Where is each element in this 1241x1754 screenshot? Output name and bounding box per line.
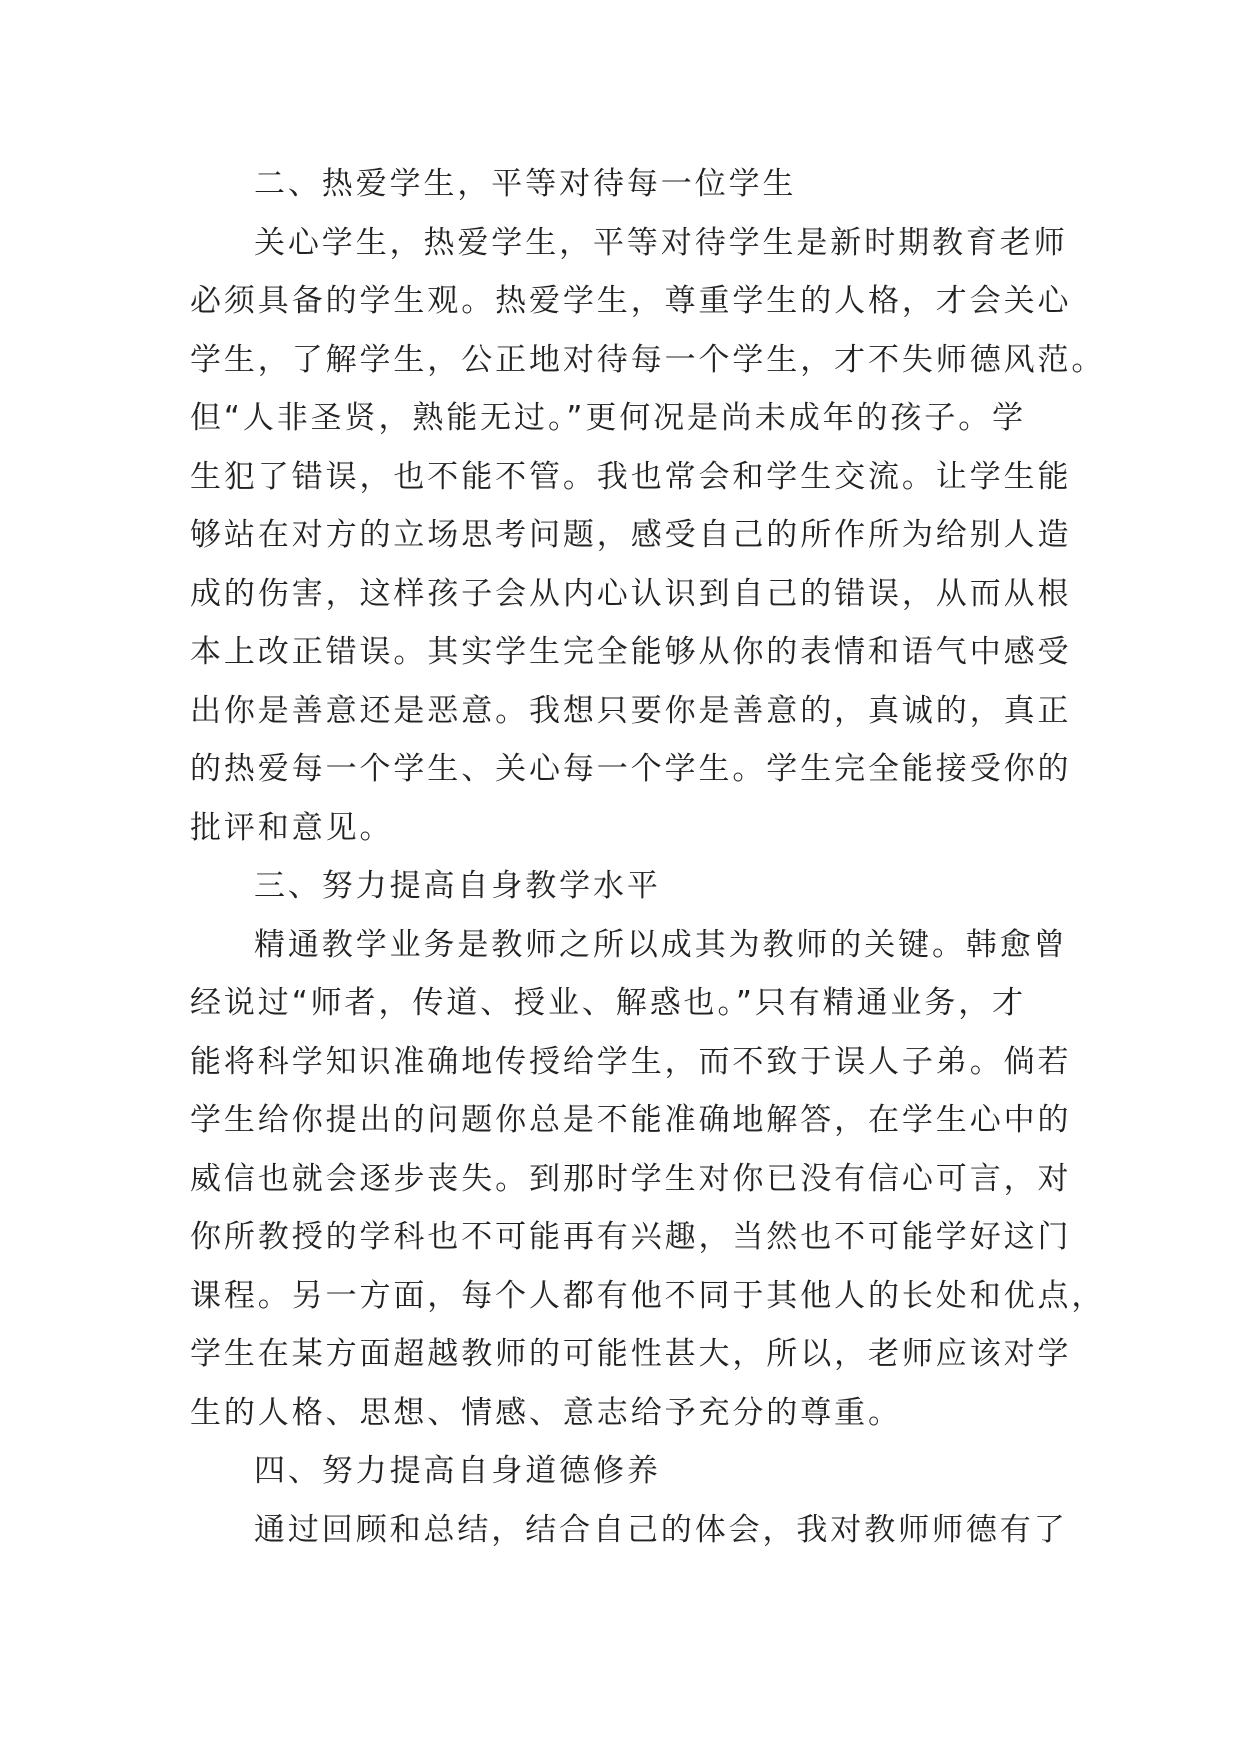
paragraph-line: 课程。另一方面，每个人都有他不同于其他人的长处和优点， — [190, 1277, 1106, 1314]
paragraph-line: 学生在某方面超越教师的可能性甚大，所以，老师应该对学 — [190, 1336, 1072, 1372]
paragraph-line: 精通教学业务是教师之所以成其为教师的关键。韩愈曾 — [254, 926, 1068, 963]
section-heading: 三、努力提高自身教学水平 — [254, 868, 661, 904]
paragraph-line: 够站在对方的立场思考问题，感受自己的所作所为给别人造 — [190, 517, 1072, 553]
section-heading: 四、努力提高自身道德修养 — [254, 1453, 661, 1489]
paragraph-line: 成的伤害，这样孩子会从内心认识到自己的错误，从而从根 — [190, 575, 1072, 612]
paragraph-line: 学生，了解学生，公正地对待每一个学生，才不失师德风范。 — [190, 341, 1106, 378]
paragraph-line: 本上改正错误。其实学生完全能够从你的表情和语气中感受 — [190, 634, 1072, 670]
paragraph-line: 能将科学知识准确地传授给学生，而不致于误人子弟。倘若 — [190, 1043, 1072, 1080]
paragraph-line: 出你是善意还是恶意。我想只要你是善意的，真诚的，真正 — [190, 692, 1072, 729]
document-body — [190, 155, 1106, 1559]
paragraph-line: 的热爱每一个学生、关心每一个学生。学生完全能接受你的 — [190, 751, 1072, 787]
paragraph-line: 必须具备的学生观。热爱学生，尊重学生的人格，才会关心 — [190, 283, 1072, 319]
paragraph-line: 通过回顾和总结，结合自己的体会，我对教师师德有了 — [254, 1511, 1068, 1548]
section-heading: 二、热爱学生，平等对待每一位学生 — [254, 166, 797, 202]
paragraph-line: 生的人格、思想、情感、意志给予充分的尊重。 — [190, 1394, 902, 1431]
paragraph-line: 经说过“师者，传道、授业、解惑也。”只有精通业务，才 — [190, 985, 1027, 1021]
paragraph-line: 关心学生，热爱学生，平等对待学生是新时期教育老师 — [254, 224, 1068, 261]
paragraph-line: 生犯了错误，也不能不管。我也常会和学生交流。让学生能 — [190, 458, 1072, 495]
paragraph-line: 批评和意见。 — [190, 809, 394, 846]
paragraph-line: 威信也就会逐步丧失。到那时学生对你已没有信心可言，对 — [190, 1160, 1072, 1197]
paragraph-line: 你所教授的学科也不可能再有兴趣，当然也不可能学好这门 — [190, 1219, 1072, 1255]
paragraph-line: 学生给你提出的问题你总是不能准确地解答，在学生心中的 — [190, 1102, 1072, 1138]
paragraph-line: 但“人非圣贤，熟能无过。”更何况是尚未成年的孩子。学 — [190, 400, 1027, 436]
